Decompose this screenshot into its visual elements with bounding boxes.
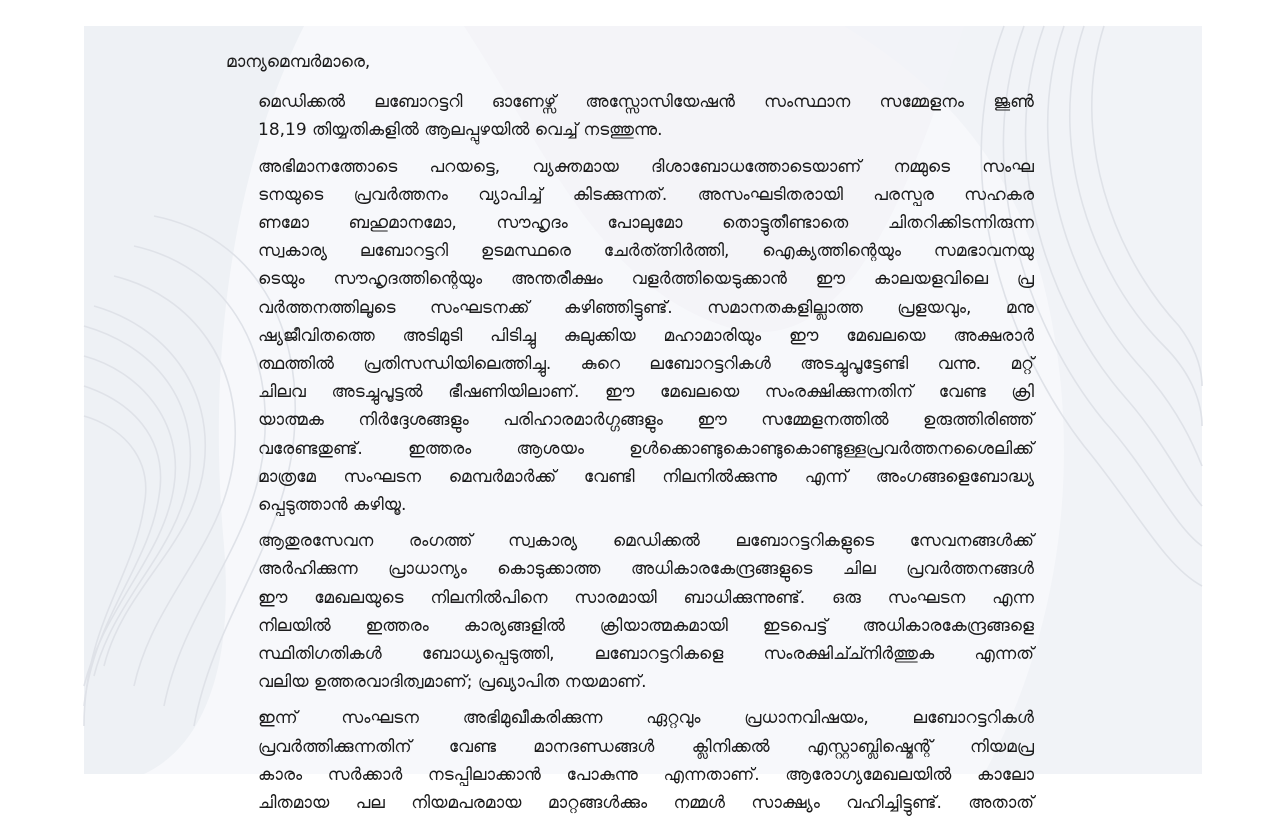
text-line: സ്ഥിതിഗതികൾ ബോധ്യപ്പെടുത്തി, ലബോറട്ടറികളെ സംരക്ഷിച്ച്നിർത്തുക എന്നത് — [258, 644, 1034, 665]
text-line: പ്രവർത്തിക്കുന്നതിന് വേണ്ട മാനദണ്ഡങ്ങൾ ക്ലിനിക്കൽ എസ്റ്റാബ്ലിഷ്മെന്റ് നിയമപ്ര — [258, 736, 1034, 757]
paragraph-2 — [226, 153, 1034, 520]
text-line: ത്ഥത്തിൽ പ്രതിസന്ധിയിലെത്തിച്ചു. കുറെ ലബോറട്ടറികൾ അടച്ചുപൂട്ടേണ്ടി വന്നു. മറ്റ് — [258, 354, 1034, 375]
text-line: മെഡിക്കൽ ലബോറട്ടറി ഓണേഴ്സ് അസ്സോസിയേഷൻ സംസ്ഥാന സമ്മേളനം ജൂൺ — [258, 92, 1034, 113]
text-line: ഷ്യജീവിതത്തെ അടിമുടി പിടിച്ചു കുലുക്കിയ മഹാമാരിയും ഈ മേഖലയെ അക്ഷരാർ — [258, 325, 1034, 346]
text-line: ടെയും സൗഹൃദത്തിന്റെയും അന്തരീക്ഷം വളർത്തിയെടുക്കാൻ ഈ കാലയളവിലെ പ്ര — [258, 269, 1034, 290]
letter-page — [84, 26, 1202, 814]
text-line: മാത്രമേ സംഘടന മെമ്പർമാർക്ക് വേണ്ടി നിലനിൽക്കുന്നു എന്ന് അംഗങ്ങളെബോദ്ധ്യ — [258, 466, 1034, 487]
text-line: ചിലവ അടച്ചുപൂട്ടൽ ഭീഷണിയിലാണ്. ഈ മേഖലയെ സംരക്ഷിക്കുന്നതിന് വേണ്ട ക്രി — [258, 382, 1034, 403]
text-line: ഈ മേഖലയുടെ നിലനിൽപിനെ സാരമായി ബാധിക്കുന്നുണ്ട്. ഒരു സംഘടന എന്ന — [258, 587, 1034, 608]
text-line: ടനയുടെ പ്രവർത്തനം വ്യാപിച്ച് കിടക്കുന്നത്. അസംഘടിതരായി പരസ്പര സഹകര — [258, 184, 1034, 205]
text-line: ആതുരസേവന രംഗത്ത് സ്വകാര്യ മെഡിക്കൽ ലബോറട്ടറികളുടെ സേവനങ്ങൾക്ക് — [258, 531, 1034, 552]
letter-body — [226, 48, 1034, 825]
text-line: ണമോ ബഹുമാനമോ, സൗഹൃദം പോലുമോ തൊട്ടുതീണ്ടാതെ ചിതറിക്കിടന്നിരുന്ന — [258, 213, 1034, 234]
paragraph-1 — [226, 88, 1034, 144]
paragraph-3 — [226, 527, 1034, 696]
text-line: യാത്മക നിർദ്ദേശങ്ങളും പരിഹാരമാർഗ്ഗങ്ങളും ഈ സമ്മേളനത്തിൽ ഉരുത്തിരിഞ്ഞ് — [258, 410, 1034, 431]
text-line: അർഹിക്കുന്ന പ്രാധാന്യം കൊടുക്കാത്ത അധികാരകേന്ദ്രങ്ങളുടെ ചില പ്രവർത്തനങ്ങൾ — [258, 559, 1034, 580]
text-line: 18,19 തിയ്യതികളിൽ ആലപ്പുഴയിൽ വെച്ച് നടത്തുന്നു. — [258, 120, 663, 141]
text-line: ചിതമായ പല നിയമപരമായ മാറ്റങ്ങൾക്കും നമ്മൾ സാക്ഷ്യം വഹിച്ചിട്ടുണ്ട്. അതാത് — [258, 793, 1034, 814]
text-line: നിലയിൽ ഇത്തരം കാര്യങ്ങളിൽ ക്രിയാത്മകമായി ഇടപെട്ട് അധികാരകേന്ദ്രങ്ങളെ — [258, 615, 1034, 636]
text-line: വർത്തനത്തിലൂടെ സംഘടനക്ക് കഴിഞ്ഞിട്ടുണ്ട്. സമാനതകളില്ലാത്ത പ്രളയവും, മനു — [258, 297, 1034, 318]
text-line: വലിയ ഉത്തരവാദിത്വമാണ്; പ്രഖ്യാപിത നയമാണ്. — [258, 672, 647, 693]
paragraph-4 — [226, 704, 1034, 817]
text-line: ഇന്ന് സംഘടന അഭിമുഖീകരിക്കുന്ന ഏറ്റവും പ്രധാനവിഷയം, ലബോറട്ടറികൾ — [258, 708, 1034, 729]
text-line: കാരം സർക്കാർ നടപ്പിലാക്കാൻ പോകുന്നു എന്നതാണ്. ആരോഗ്യമേഖലയിൽ കാലോ — [258, 764, 1034, 785]
text-line: സ്വകാര്യ ലബോറട്ടറി ഉടമസ്ഥരെ ചേർത്ത്നിർത്തി, ഐക്യത്തിന്റെയും സമഭാവനയു — [258, 241, 1034, 262]
salutation: മാന്യമെമ്പർമാരെ, — [226, 52, 371, 72]
text-line: പ്പെടുത്താൻ കഴിയൂ. — [258, 495, 407, 516]
text-line: അഭിമാനത്തോടെ പറയട്ടെ, വ്യക്തമായ ദിശാബോധത്തോടെയാണ് നമ്മുടെ സംഘ — [258, 156, 1034, 177]
text-line: വരേണ്ടതുണ്ട്. ഇത്തരം ആശയം ഉൾക്കൊണ്ടുകൊണ്ടുകൊണ്ടുള്ളപ്രവർത്തനശൈലിക്ക് — [258, 438, 1034, 459]
